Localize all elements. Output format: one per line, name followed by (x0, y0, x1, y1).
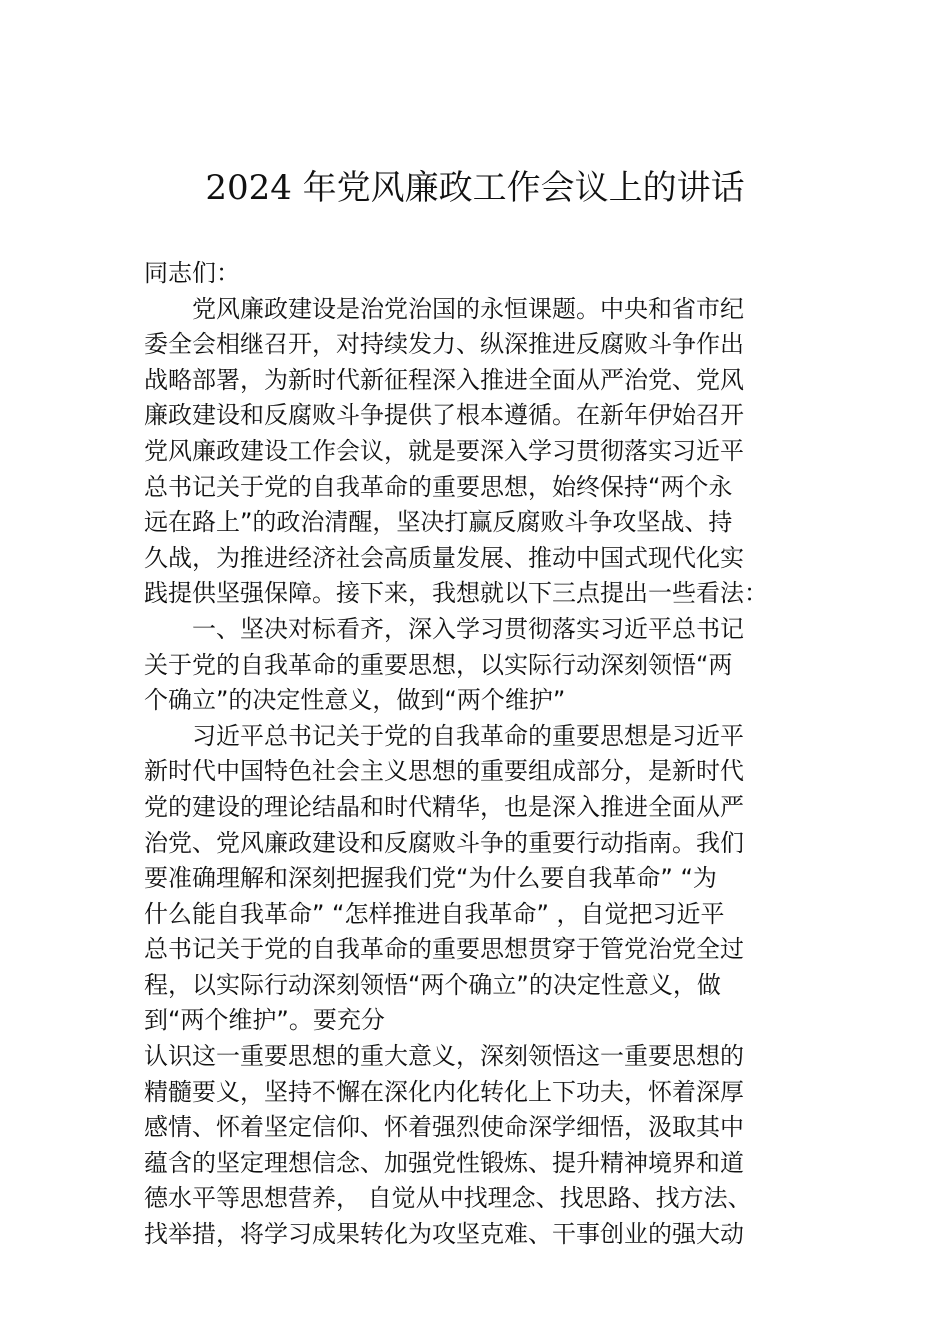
paragraph-line: 新时代中国特色社会主义思想的重要组成部分，是新时代 (144, 757, 744, 786)
paragraph-line: 总书记关于党的自我革命的重要思想，始终保持“两个永 (144, 472, 733, 501)
paragraph-line: 党的建设的理论结晶和时代精华，也是深入推进全面从严 (144, 792, 744, 821)
salutation-line: 同志们： (144, 259, 240, 287)
paragraph-line: 习近平总书记关于党的自我革命的重要思想是习近平 (192, 721, 744, 750)
paragraph-line: 到“两个维护”。要充分 (144, 1006, 385, 1035)
paragraph-line: 久战，为推进经济社会高质量发展、推动中国式现代化实 (144, 543, 744, 572)
paragraph-line: 什么能自我革命” “怎样推进自我革命” ，自觉把习近平 (144, 899, 725, 928)
paragraph-line: 找举措，将学习成果转化为攻坚克难、干事创业的强大动 (144, 1220, 744, 1249)
document-body (144, 256, 816, 1253)
paragraph-line: 战略部署，为新时代新征程深入推进全面从严治党、党风 (144, 365, 744, 394)
paragraph-line: 认识这一重要思想的重大意义，深刻领悟这一重要思想的 (144, 1042, 744, 1071)
paragraph-line: 委全会相继召开，对持续发力、纵深推进反腐败斗争作出 (144, 330, 744, 359)
paragraph-line: 精髓要义，坚持不懈在深化内化转化上下功夫，怀着深厚 (144, 1077, 744, 1106)
paragraph-line: 要准确理解和深刻把握我们党“为什么要自我革命” “为 (144, 864, 717, 893)
paragraph-line: 感情、怀着坚定信仰、怀着强烈使命深学细悟，汲取其中 (144, 1113, 744, 1142)
document-title: 2024 年党风廉政工作会议上的讲话 (205, 168, 745, 208)
paragraph-line: 党风廉政建设是治党治国的永恒课题。中央和省市纪 (192, 294, 744, 323)
paragraph-line: 总书记关于党的自我革命的重要思想贯穿于管党治党全过 (144, 935, 744, 964)
paragraph-line: 蕴含的坚定理想信念、加强党性锻炼、提升精神境界和道 (144, 1148, 744, 1177)
paragraph-line: 程，以实际行动深刻领悟“两个确立”的决定性意义，做 (144, 970, 721, 999)
paragraph-line: 党风廉政建设工作会议，就是要深入学习贯彻落实习近平 (144, 436, 744, 465)
paragraph-line: 德水平等思想营养， 自觉从中找理念、找思路、找方法、 (144, 1184, 752, 1213)
paragraph-line: 践提供坚强保障。接下来，我想就以下三点提出一些看法： (144, 579, 768, 608)
section-heading-line: 关于党的自我革命的重要思想，以实际行动深刻领悟“两 (144, 650, 733, 679)
paragraph-line: 治党、党风廉政建设和反腐败斗争的重要行动指南。我们 (144, 828, 744, 857)
paragraph-line: 远在路上”的政治清醒，坚决打赢反腐败斗争攻坚战、持 (144, 508, 733, 537)
section-heading-line: 个确立”的决定性意义，做到“两个维护” (144, 686, 566, 715)
section-heading-line: 一、坚决对标看齐，深入学习贯彻落实习近平总书记 (192, 614, 744, 643)
paragraph-line: 廉政建设和反腐败斗争提供了根本遵循。在新年伊始召开 (144, 401, 744, 430)
